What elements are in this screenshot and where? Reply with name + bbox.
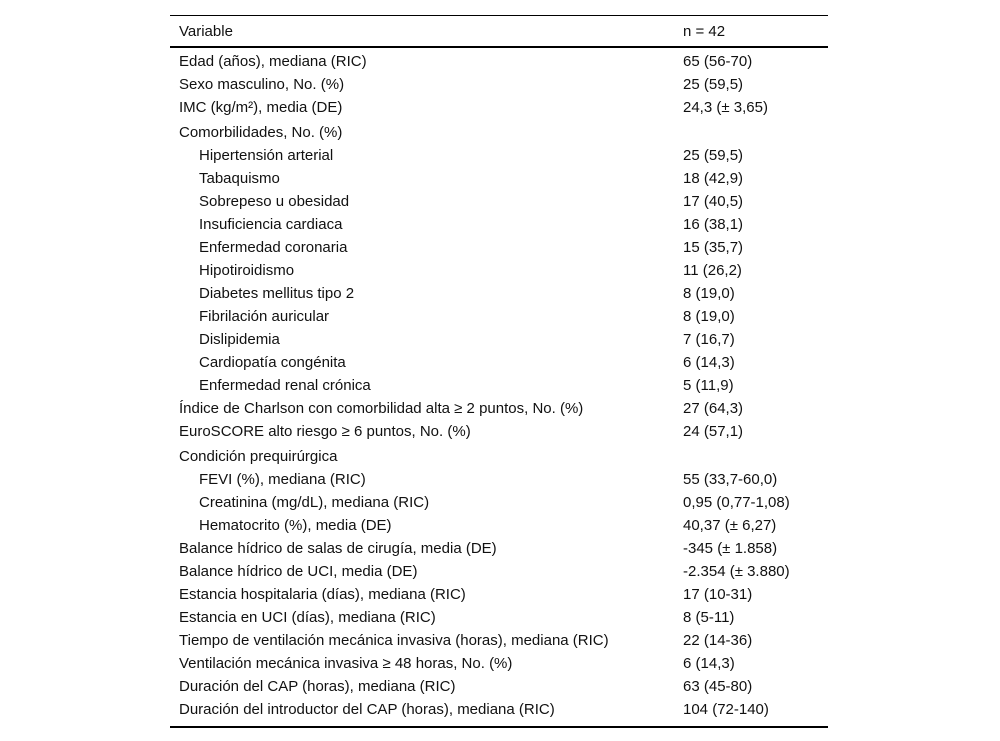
row-value: 65 (56-70) bbox=[683, 53, 753, 70]
row-label: Duración del introductor del CAP (horas), mediana (RIC) bbox=[179, 701, 555, 718]
row-label: Sobrepeso u obesidad bbox=[199, 193, 350, 210]
patient-characteristics-table bbox=[170, 15, 828, 728]
table-row bbox=[170, 514, 828, 537]
row-value: 27 (64,3) bbox=[683, 400, 744, 417]
row-value: 18 (42,9) bbox=[683, 170, 744, 187]
row-value: 8 (5-11) bbox=[683, 609, 735, 626]
row-value: 5 (11,9) bbox=[683, 377, 734, 394]
row-value: 8 (19,0) bbox=[683, 285, 735, 302]
row-label: Enfermedad renal crónica bbox=[199, 377, 371, 394]
table-row bbox=[170, 675, 828, 698]
row-label: Fibrilación auricular bbox=[199, 308, 330, 325]
table-row bbox=[170, 491, 828, 514]
table-row bbox=[170, 698, 828, 721]
row-value: 6 (14,3) bbox=[683, 354, 735, 371]
table-header-row bbox=[170, 16, 828, 48]
table-row bbox=[170, 259, 828, 282]
row-value: 17 (10-31) bbox=[683, 586, 753, 603]
row-value: 8 (19,0) bbox=[683, 308, 735, 325]
row-label: Ventilación mecánica invasiva ≥ 48 horas, No. (%) bbox=[179, 655, 513, 672]
row-value: 104 (72-140) bbox=[683, 701, 769, 718]
row-label: Hematocrito (%), media (DE) bbox=[199, 517, 392, 534]
row-label: FEVI (%), mediana (RIC) bbox=[199, 471, 366, 488]
row-label: Balance hídrico de salas de cirugía, media (DE) bbox=[179, 540, 497, 557]
table-row bbox=[170, 560, 828, 583]
table-row bbox=[170, 468, 828, 491]
table-row bbox=[170, 50, 828, 73]
table-row bbox=[170, 374, 828, 397]
row-value: 25 (59,5) bbox=[683, 147, 744, 164]
row-label: Condición prequirúrgica bbox=[179, 448, 338, 465]
table-row bbox=[170, 121, 828, 144]
row-label: Hipotiroidismo bbox=[199, 262, 295, 279]
row-value: 25 (59,5) bbox=[683, 76, 744, 93]
row-value: 63 (45-80) bbox=[683, 678, 753, 695]
row-value: 0,95 (0,77-1,08) bbox=[683, 494, 790, 511]
header-n-count: n = 42 bbox=[683, 22, 726, 40]
table-row bbox=[170, 282, 828, 305]
table-row bbox=[170, 445, 828, 468]
table-row bbox=[170, 652, 828, 675]
row-label: Dislipidemia bbox=[199, 331, 280, 348]
row-label: EuroSCORE alto riesgo ≥ 6 puntos, No. (%) bbox=[179, 423, 471, 440]
row-value: 24,3 (± 3,65) bbox=[683, 99, 768, 116]
row-value: 11 (26,2) bbox=[683, 262, 742, 279]
table-row bbox=[170, 537, 828, 560]
table-row bbox=[170, 420, 828, 443]
row-value: 16 (38,1) bbox=[683, 216, 744, 233]
row-value: 24 (57,1) bbox=[683, 423, 744, 440]
row-label: Índice de Charlson con comorbilidad alta ≥ 2 puntos, No. (%) bbox=[179, 400, 584, 417]
row-value: -345 (± 1.858) bbox=[683, 540, 778, 557]
table-row bbox=[170, 144, 828, 167]
table-row bbox=[170, 606, 828, 629]
row-label: Balance hídrico de UCI, media (DE) bbox=[179, 563, 418, 580]
row-label: Duración del CAP (horas), mediana (RIC) bbox=[179, 678, 456, 695]
row-value: -2.354 (± 3.880) bbox=[683, 563, 790, 580]
table-row bbox=[170, 236, 828, 259]
table-row bbox=[170, 213, 828, 236]
row-label: Tabaquismo bbox=[199, 170, 280, 187]
table-body bbox=[170, 48, 828, 726]
row-value: 22 (14-36) bbox=[683, 632, 753, 649]
row-label: Creatinina (mg/dL), mediana (RIC) bbox=[199, 494, 430, 511]
table-row bbox=[170, 190, 828, 213]
table-row bbox=[170, 397, 828, 420]
row-value: 6 (14,3) bbox=[683, 655, 735, 672]
row-label: Edad (años), mediana (RIC) bbox=[179, 53, 367, 70]
row-label: Estancia hospitalaria (días), mediana (RIC) bbox=[179, 586, 466, 603]
table-row bbox=[170, 73, 828, 96]
table-row bbox=[170, 96, 828, 119]
table-row bbox=[170, 328, 828, 351]
row-label: Enfermedad coronaria bbox=[199, 239, 348, 256]
row-label: Hipertensión arterial bbox=[199, 147, 334, 164]
row-value: 17 (40,5) bbox=[683, 193, 744, 210]
table-row bbox=[170, 167, 828, 190]
row-label: Sexo masculino, No. (%) bbox=[179, 76, 345, 93]
row-label: Tiempo de ventilación mecánica invasiva (horas), mediana (RIC) bbox=[179, 632, 609, 649]
row-value: 7 (16,7) bbox=[683, 331, 735, 348]
row-label: Insuficiencia cardiaca bbox=[199, 216, 343, 233]
row-value: 55 (33,7-60,0) bbox=[683, 471, 778, 488]
row-label: Comorbilidades, No. (%) bbox=[179, 124, 343, 141]
table-row bbox=[170, 583, 828, 606]
row-label: Diabetes mellitus tipo 2 bbox=[199, 285, 355, 302]
table-row bbox=[170, 305, 828, 328]
row-label: IMC (kg/m²), media (DE) bbox=[179, 99, 343, 116]
row-value: 15 (35,7) bbox=[683, 239, 744, 256]
table-row bbox=[170, 351, 828, 374]
row-label: Estancia en UCI (días), mediana (RIC) bbox=[179, 609, 436, 626]
row-label: Cardiopatía congénita bbox=[199, 354, 346, 371]
header-variable: Variable bbox=[179, 22, 233, 40]
row-value: 40,37 (± 6,27) bbox=[683, 517, 777, 534]
table-row bbox=[170, 629, 828, 652]
